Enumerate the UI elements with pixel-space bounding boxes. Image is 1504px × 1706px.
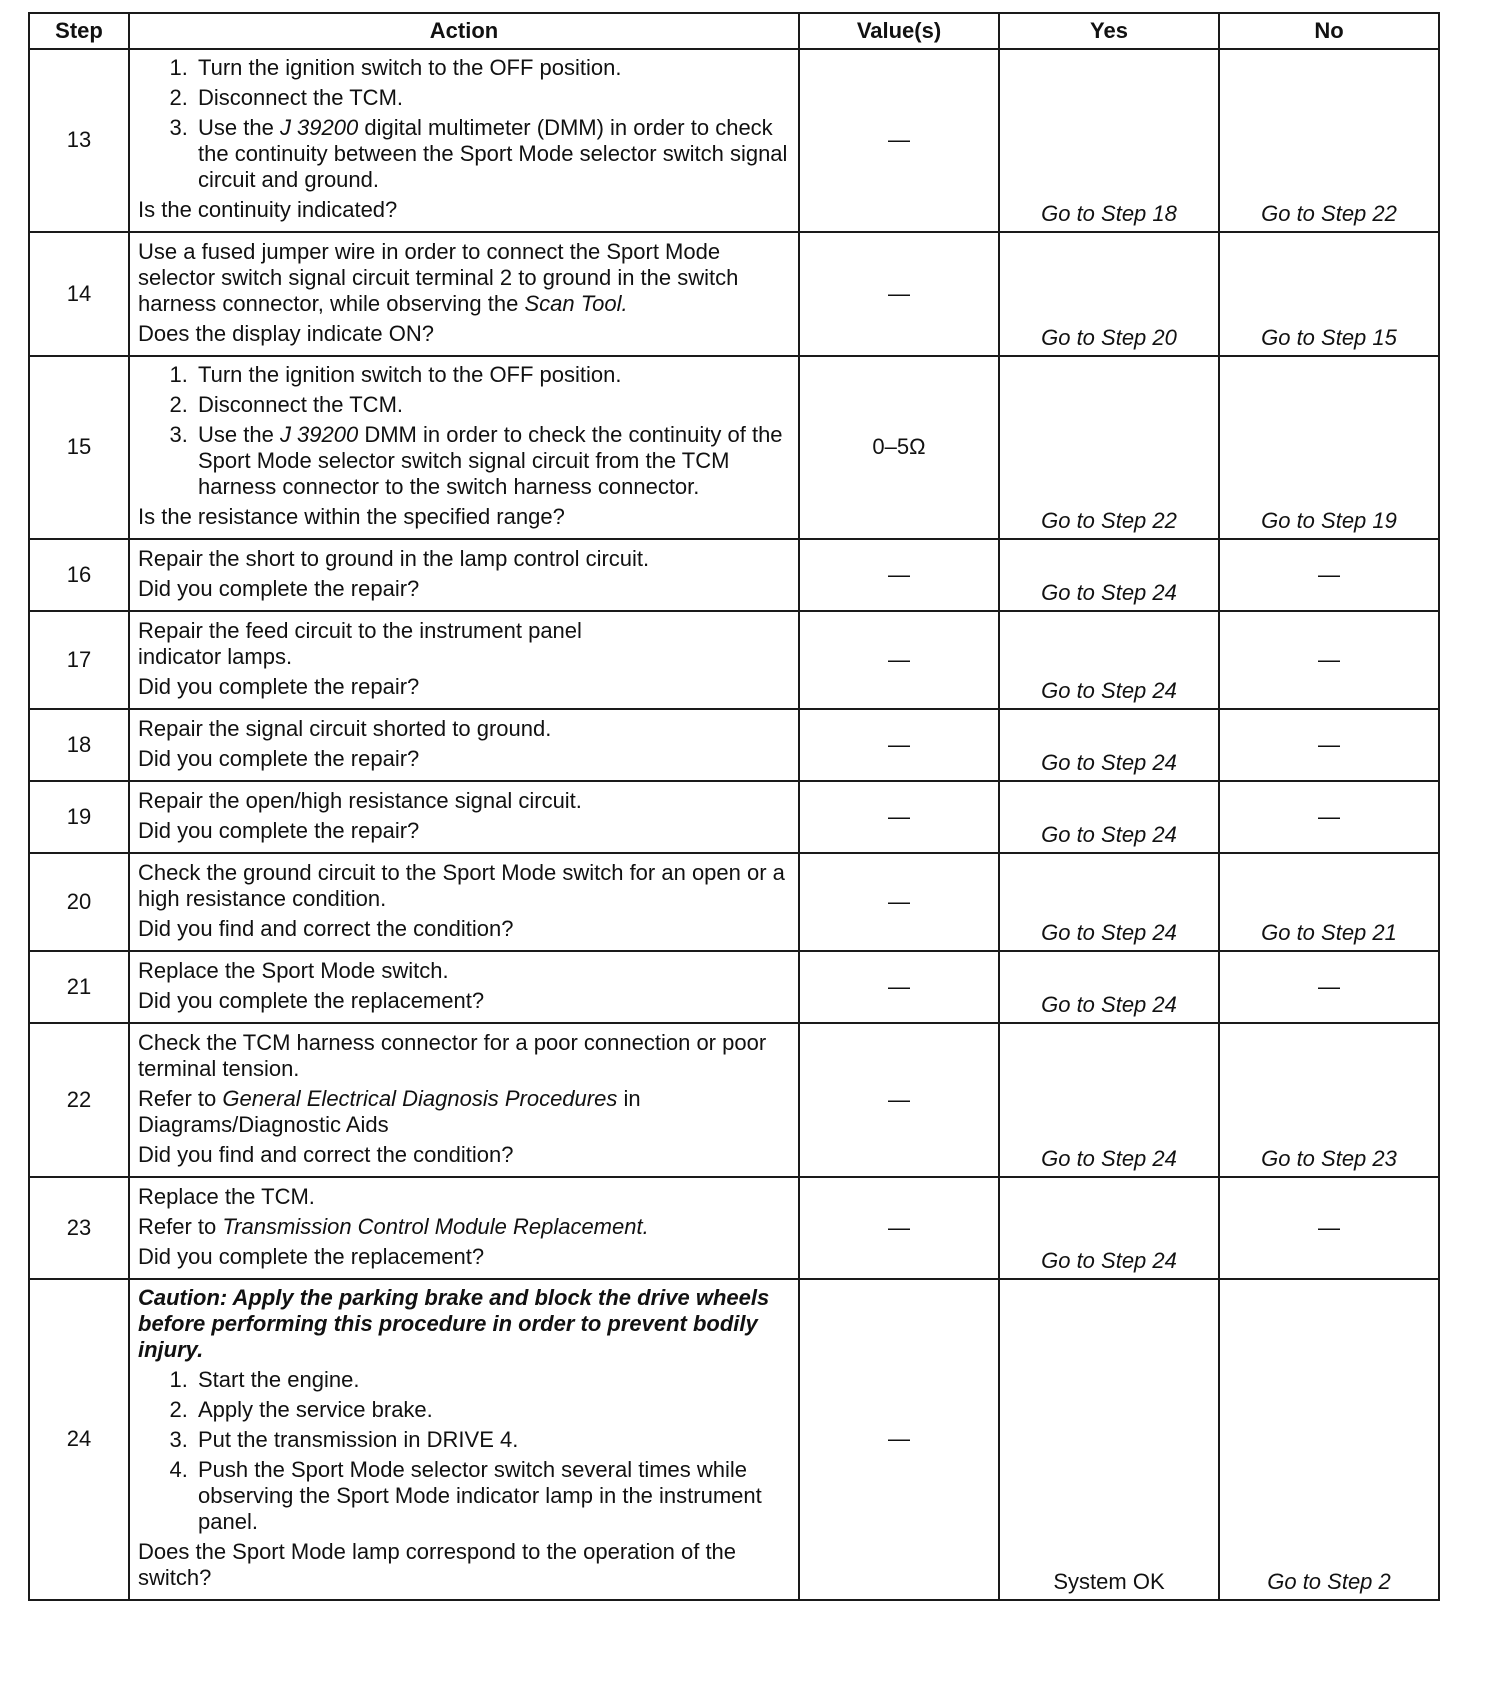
- value-cell: —: [799, 781, 999, 853]
- action-cell: [129, 781, 799, 853]
- action-question: Did you complete the replacement?: [138, 1244, 485, 1269]
- action-text: Use the: [198, 422, 280, 447]
- action-question: Did you complete the repair?: [138, 576, 420, 601]
- action-item: 2. Apply the service brake.: [194, 1397, 790, 1423]
- step-number: 17: [29, 611, 129, 709]
- tool-reference: J 39200: [279, 422, 359, 447]
- value-cell: —: [799, 49, 999, 232]
- action-text: Use the: [198, 115, 280, 140]
- step-number: 14: [29, 232, 129, 356]
- action-item: 1. Turn the ignition switch to the OFF position.: [194, 55, 790, 81]
- no-cell: —: [1219, 709, 1439, 781]
- action-item: 2. Disconnect the TCM.: [194, 85, 790, 111]
- no-cell: Go to Step 2: [1219, 1279, 1439, 1600]
- table-row: [29, 951, 1439, 1023]
- refer-prefix: Refer to: [138, 1214, 223, 1239]
- table-row: [29, 1279, 1439, 1600]
- no-cell: Go to Step 15: [1219, 232, 1439, 356]
- action-question: Did you complete the repair?: [138, 674, 420, 699]
- diagnostic-table: [28, 12, 1440, 1601]
- step-number: 24: [29, 1279, 129, 1600]
- step-number: 19: [29, 781, 129, 853]
- tool-reference: Scan Tool.: [524, 291, 628, 316]
- action-text: Replace the Sport Mode switch.: [138, 958, 449, 983]
- table-row: [29, 1023, 1439, 1177]
- value-cell: —: [799, 611, 999, 709]
- action-text: Repair the feed circuit to the instrument panel indicator lamps.: [138, 618, 582, 669]
- action-text: Repair the short to ground in the lamp control circuit.: [138, 546, 650, 571]
- action-question: Does the display indicate ON?: [138, 321, 434, 346]
- action-text: Check the TCM harness connector for a poor connection or poor terminal tension.: [138, 1030, 767, 1081]
- table-row: [29, 356, 1439, 539]
- step-number: 15: [29, 356, 129, 539]
- tool-reference: J 39200: [279, 115, 359, 140]
- no-cell: Go to Step 23: [1219, 1023, 1439, 1177]
- value-cell: —: [799, 1177, 999, 1279]
- action-question: Is the resistance within the specified range?: [138, 504, 565, 529]
- yes-cell: Go to Step 20: [999, 232, 1219, 356]
- step-number: 18: [29, 709, 129, 781]
- yes-cell: Go to Step 24: [999, 539, 1219, 611]
- action-cell: [129, 539, 799, 611]
- action-question: Is the continuity indicated?: [138, 197, 398, 222]
- action-text: digital multimeter (DMM) in order to check the continuity between the Sport Mode selector switch signal circuit and ground.: [198, 115, 788, 192]
- action-text: [138, 239, 790, 317]
- action-cell: [129, 1177, 799, 1279]
- header-yes: Yes: [999, 13, 1219, 49]
- no-cell: —: [1219, 1177, 1439, 1279]
- yes-cell: Go to Step 24: [999, 1177, 1219, 1279]
- action-item: 4. Push the Sport Mode selector switch several times while observing the Sport Mode indicator lamp in the instrument panel.: [194, 1457, 790, 1535]
- yes-cell: Go to Step 24: [999, 781, 1219, 853]
- value-cell: —: [799, 232, 999, 356]
- yes-cell: Go to Step 24: [999, 1023, 1219, 1177]
- header-row: [29, 13, 1439, 49]
- table-row: [29, 781, 1439, 853]
- step-number: 16: [29, 539, 129, 611]
- action-cell: [129, 1279, 799, 1600]
- action-text: Replace the TCM.: [138, 1184, 315, 1209]
- header-action: Action: [129, 13, 799, 49]
- value-cell: —: [799, 1023, 999, 1177]
- action-text: Repair the signal circuit shorted to ground.: [138, 716, 552, 741]
- table-row: [29, 709, 1439, 781]
- value-cell: 0–5Ω: [799, 356, 999, 539]
- table-row: [29, 49, 1439, 232]
- action-item: [194, 422, 790, 500]
- no-cell: Go to Step 22: [1219, 49, 1439, 232]
- table-row: [29, 853, 1439, 951]
- value-cell: —: [799, 539, 999, 611]
- action-question: Did you complete the repair?: [138, 746, 420, 771]
- yes-cell: System OK: [999, 1279, 1219, 1600]
- step-number: 23: [29, 1177, 129, 1279]
- action-cell: [129, 232, 799, 356]
- refer-prefix: Refer to: [138, 1086, 223, 1111]
- action-text: Check the ground circuit to the Sport Mode switch for an open or a high resistance condition.: [138, 860, 785, 911]
- action-item: 1. Start the engine.: [194, 1367, 790, 1393]
- yes-cell: Go to Step 24: [999, 709, 1219, 781]
- action-item: 3. Put the transmission in DRIVE 4.: [194, 1427, 790, 1453]
- action-item: 2. Disconnect the TCM.: [194, 392, 790, 418]
- action-text: DMM in order to check the continuity of the Sport Mode selector switch signal circuit from the TCM harness connector to the switch harness connector.: [198, 422, 783, 499]
- yes-cell: Go to Step 24: [999, 611, 1219, 709]
- yes-cell: Go to Step 24: [999, 853, 1219, 951]
- document-reference: Transmission Control Module Replacement.: [222, 1214, 649, 1239]
- action-refer: [138, 1086, 790, 1138]
- action-refer: [138, 1214, 790, 1240]
- action-cell: [129, 49, 799, 232]
- header-no: No: [1219, 13, 1439, 49]
- table-row: [29, 232, 1439, 356]
- table-row: [29, 539, 1439, 611]
- caution-note: Caution: Apply the parking brake and block the drive wheels before performing this procedure in order to prevent bodily injury.: [138, 1285, 770, 1362]
- no-cell: —: [1219, 611, 1439, 709]
- action-question: Does the Sport Mode lamp correspond to the operation of the switch?: [138, 1539, 737, 1590]
- table-row: [29, 1177, 1439, 1279]
- value-cell: —: [799, 951, 999, 1023]
- no-cell: Go to Step 21: [1219, 853, 1439, 951]
- action-item: 1. Turn the ignition switch to the OFF position.: [194, 362, 790, 388]
- no-cell: —: [1219, 951, 1439, 1023]
- action-question: Did you find and correct the condition?: [138, 916, 514, 941]
- table-row: [29, 611, 1439, 709]
- header-values: Value(s): [799, 13, 999, 49]
- action-question: Did you find and correct the condition?: [138, 1142, 514, 1167]
- value-cell: —: [799, 1279, 999, 1600]
- document-reference: General Electrical Diagnosis Procedures: [222, 1086, 618, 1111]
- value-cell: —: [799, 853, 999, 951]
- action-cell: [129, 1023, 799, 1177]
- yes-cell: Go to Step 24: [999, 951, 1219, 1023]
- step-number: 21: [29, 951, 129, 1023]
- action-text: Repair the open/high resistance signal circuit.: [138, 788, 582, 813]
- action-cell: [129, 853, 799, 951]
- action-question: Did you complete the replacement?: [138, 988, 485, 1013]
- action-question: Did you complete the repair?: [138, 818, 420, 843]
- no-cell: Go to Step 19: [1219, 356, 1439, 539]
- yes-cell: Go to Step 22: [999, 356, 1219, 539]
- action-item: [194, 115, 790, 193]
- action-cell: [129, 611, 799, 709]
- value-cell: —: [799, 709, 999, 781]
- no-cell: —: [1219, 781, 1439, 853]
- step-number: 22: [29, 1023, 129, 1177]
- yes-cell: Go to Step 18: [999, 49, 1219, 232]
- action-text-body: Use a fused jumper wire in order to connect the Sport Mode selector switch signal circuit terminal 2 to ground in the switch harness connector, while observing the: [138, 239, 739, 316]
- header-step: Step: [29, 13, 129, 49]
- step-number: 13: [29, 49, 129, 232]
- action-cell: [129, 709, 799, 781]
- refer-suffix: in Diagrams/Diagnostic Aids: [138, 1086, 641, 1137]
- no-cell: —: [1219, 539, 1439, 611]
- action-cell: [129, 951, 799, 1023]
- step-number: 20: [29, 853, 129, 951]
- action-cell: [129, 356, 799, 539]
